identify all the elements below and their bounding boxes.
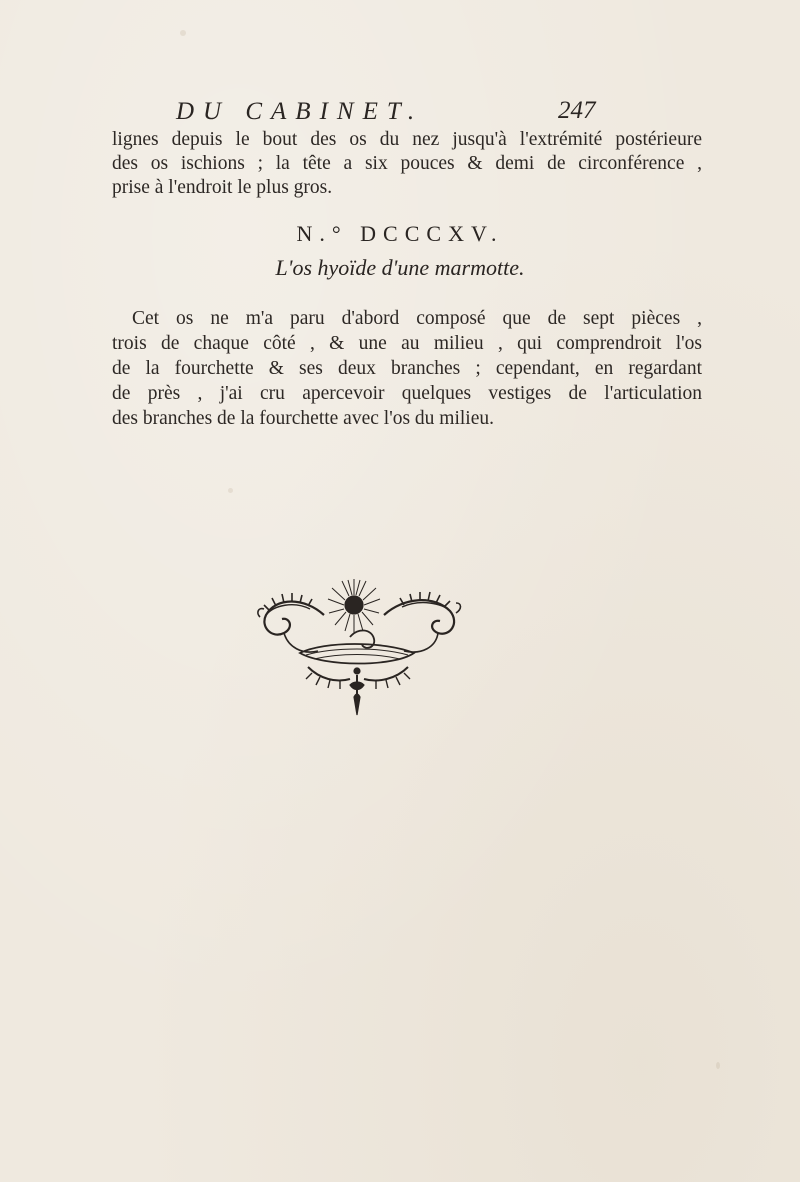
entry-title: L'os hyoïde d'une marmotte. — [275, 255, 525, 280]
text-line: prise à l'endroit le plus gros. — [112, 177, 333, 198]
text-line: Cet os ne m'a paru d'abord composé que de sept pièces , — [132, 308, 702, 329]
sunburst-icon — [328, 579, 380, 633]
text-line: lignes depuis le bout des os du nez jusqu'à l'extrémité postérieure — [112, 129, 702, 150]
paragraph-continued — [112, 128, 702, 200]
text-line: de près , j'ai cru apercevoir quelques vestiges de l'articulation — [112, 383, 702, 404]
entry-number: N.° DCCCXV. — [296, 221, 504, 246]
running-head: DU CABINET. — [176, 98, 424, 125]
text-line: des branches de la fourchette avec l'os du milieu. — [112, 408, 494, 429]
entry-description — [112, 306, 702, 431]
paper-stain — [716, 1062, 720, 1069]
text-line: de la fourchette & ses deux branches ; cependant, en regardant — [112, 358, 702, 379]
paper-stain — [228, 488, 233, 493]
floral-ornament-icon — [254, 575, 470, 723]
paper-stain — [180, 30, 186, 36]
text-line: des os ischions ; la tête a six pouces & demi de circonférence , — [112, 153, 702, 174]
text-line: trois de chaque côté , & une au milieu , qui comprendroit l'os — [112, 333, 702, 354]
page-number: 247 — [558, 97, 596, 124]
